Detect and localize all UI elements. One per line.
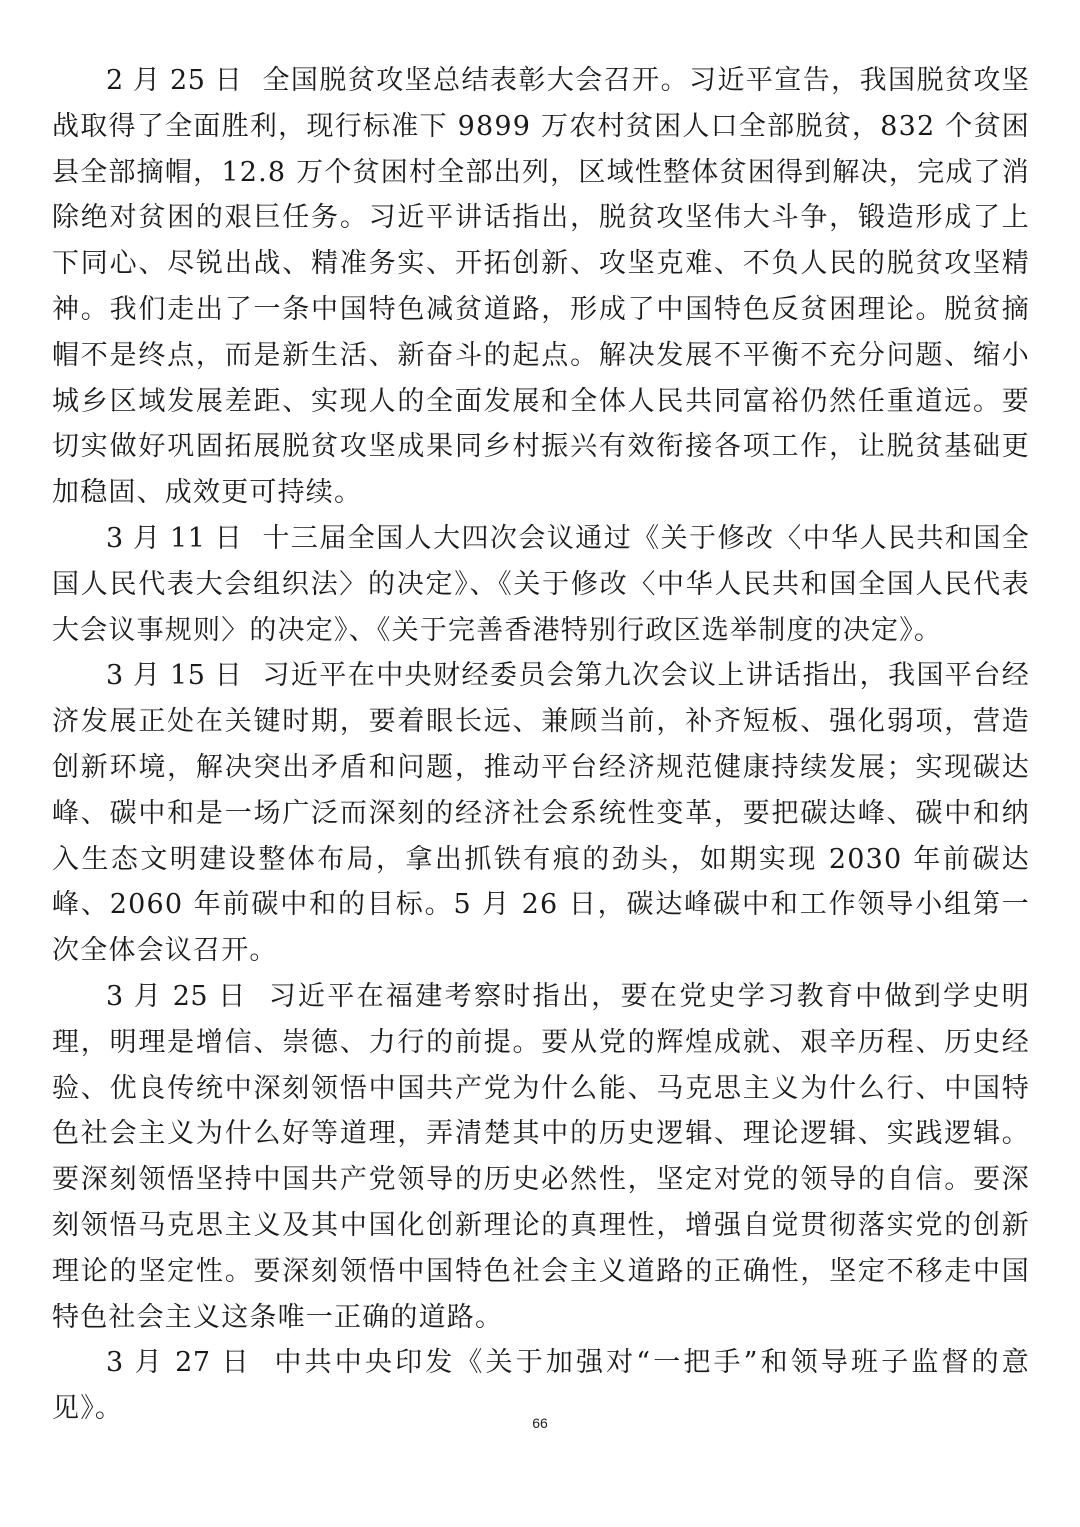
entry-date: 3 月 27 日: [106, 1347, 252, 1379]
entry-date: 3 月 15 日: [106, 660, 243, 692]
page-number: 66: [532, 1415, 548, 1431]
chronology-entry: [52, 58, 1030, 516]
entry-date: 3 月 11 日: [106, 522, 243, 554]
chronology-entry: [52, 974, 1030, 1340]
entry-text: 习近平在福建考察时指出，要在党史学习教育中做到学史明理，明理是增信、崇德、力行的前提。要从党的辉煌成就、艰辛历程、历史经验、优良传统中深刻领悟中国共产党为什么能、马克思主义为什么行、中国特色社会主义为什么好等道理，弄清楚其中的历史逻辑、理论逻辑、实践逻辑。要深刻领悟坚持中国共产党领导的历史必然性，坚定对党的领导的自信。要深刻领悟马克思主义及其中国化创新理论的真理性，增强自觉贯彻落实党的创新理论的坚定性。要深刻领悟中国特色社会主义道路的正确性，坚定不移走中国特色社会主义这条唯一正确的道路。: [52, 980, 1030, 1333]
entry-text: 习近平在中央财经委员会第九次会议上讲话指出，我国平台经济发展正处在关键时期，要着眼长远、兼顾当前，补齐短板、强化弱项，营造创新环境，解决突出矛盾和问题，推动平台经济规范健康持续发展；实现碳达峰、碳中和是一场广泛而深刻的经济社会系统性变革，要把碳达峰、碳中和纳入生态文明建设整体布局，拿出抓铁有痕的劲头，如期实现 2030 年前碳达峰、2060 年前碳中和的目标。5 月 26 日，碳达峰碳中和工作领导小组第一次全体会议召开。: [52, 660, 1030, 967]
chronology-entry: [52, 653, 1030, 974]
entry-text: 全国脱贫攻坚总结表彰大会召开。习近平宣告，我国脱贫攻坚战取得了全面胜利，现行标准下 9899 万农村贫困人口全部脱贫，832 个贫困县全部摘帽，12.8 万个贫困村全部出列，区域性整体贫困得到解决，完成了消除绝对贫困的艰巨任务。习近平讲话指出，脱贫攻坚伟大斗争，锻造形成了上下同心、尽锐出战、精准务实、开拓创新、攻坚克难、不负人民的脱贫攻坚精神。我们走出了一条中国特色减贫道路，形成了中国特色反贫困理论。脱贫摘帽不是终点，而是新生活、新奋斗的起点。解决发展不平衡不充分问题、缩小城乡区域发展差距、实现人的全面发展和全体人民共同富裕仍然任重道远。要切实做好巩固拓展脱贫攻坚成果同乡村振兴有效衔接各项工作，让脱贫基础更加稳固、成效更可持续。: [52, 65, 1030, 509]
chronology-entry: [52, 516, 1030, 653]
document-body: [52, 58, 1030, 1432]
entry-date: 3 月 25 日: [106, 980, 247, 1012]
entry-date: 2 月 25 日: [106, 65, 243, 96]
entry-text: 中共中央印发《关于加强对“一把手”和领导班子监督的意见》。: [52, 1347, 1030, 1425]
entry-text: 十三届全国人大四次会议通过《关于修改〈中华人民共和国全国人民代表大会组织法〉的决定》、《关于修改〈中华人民共和国全国人民代表大会议事规则〉的决定》、《关于完善香港特别行政区选举制度的决定》。: [52, 522, 1030, 646]
